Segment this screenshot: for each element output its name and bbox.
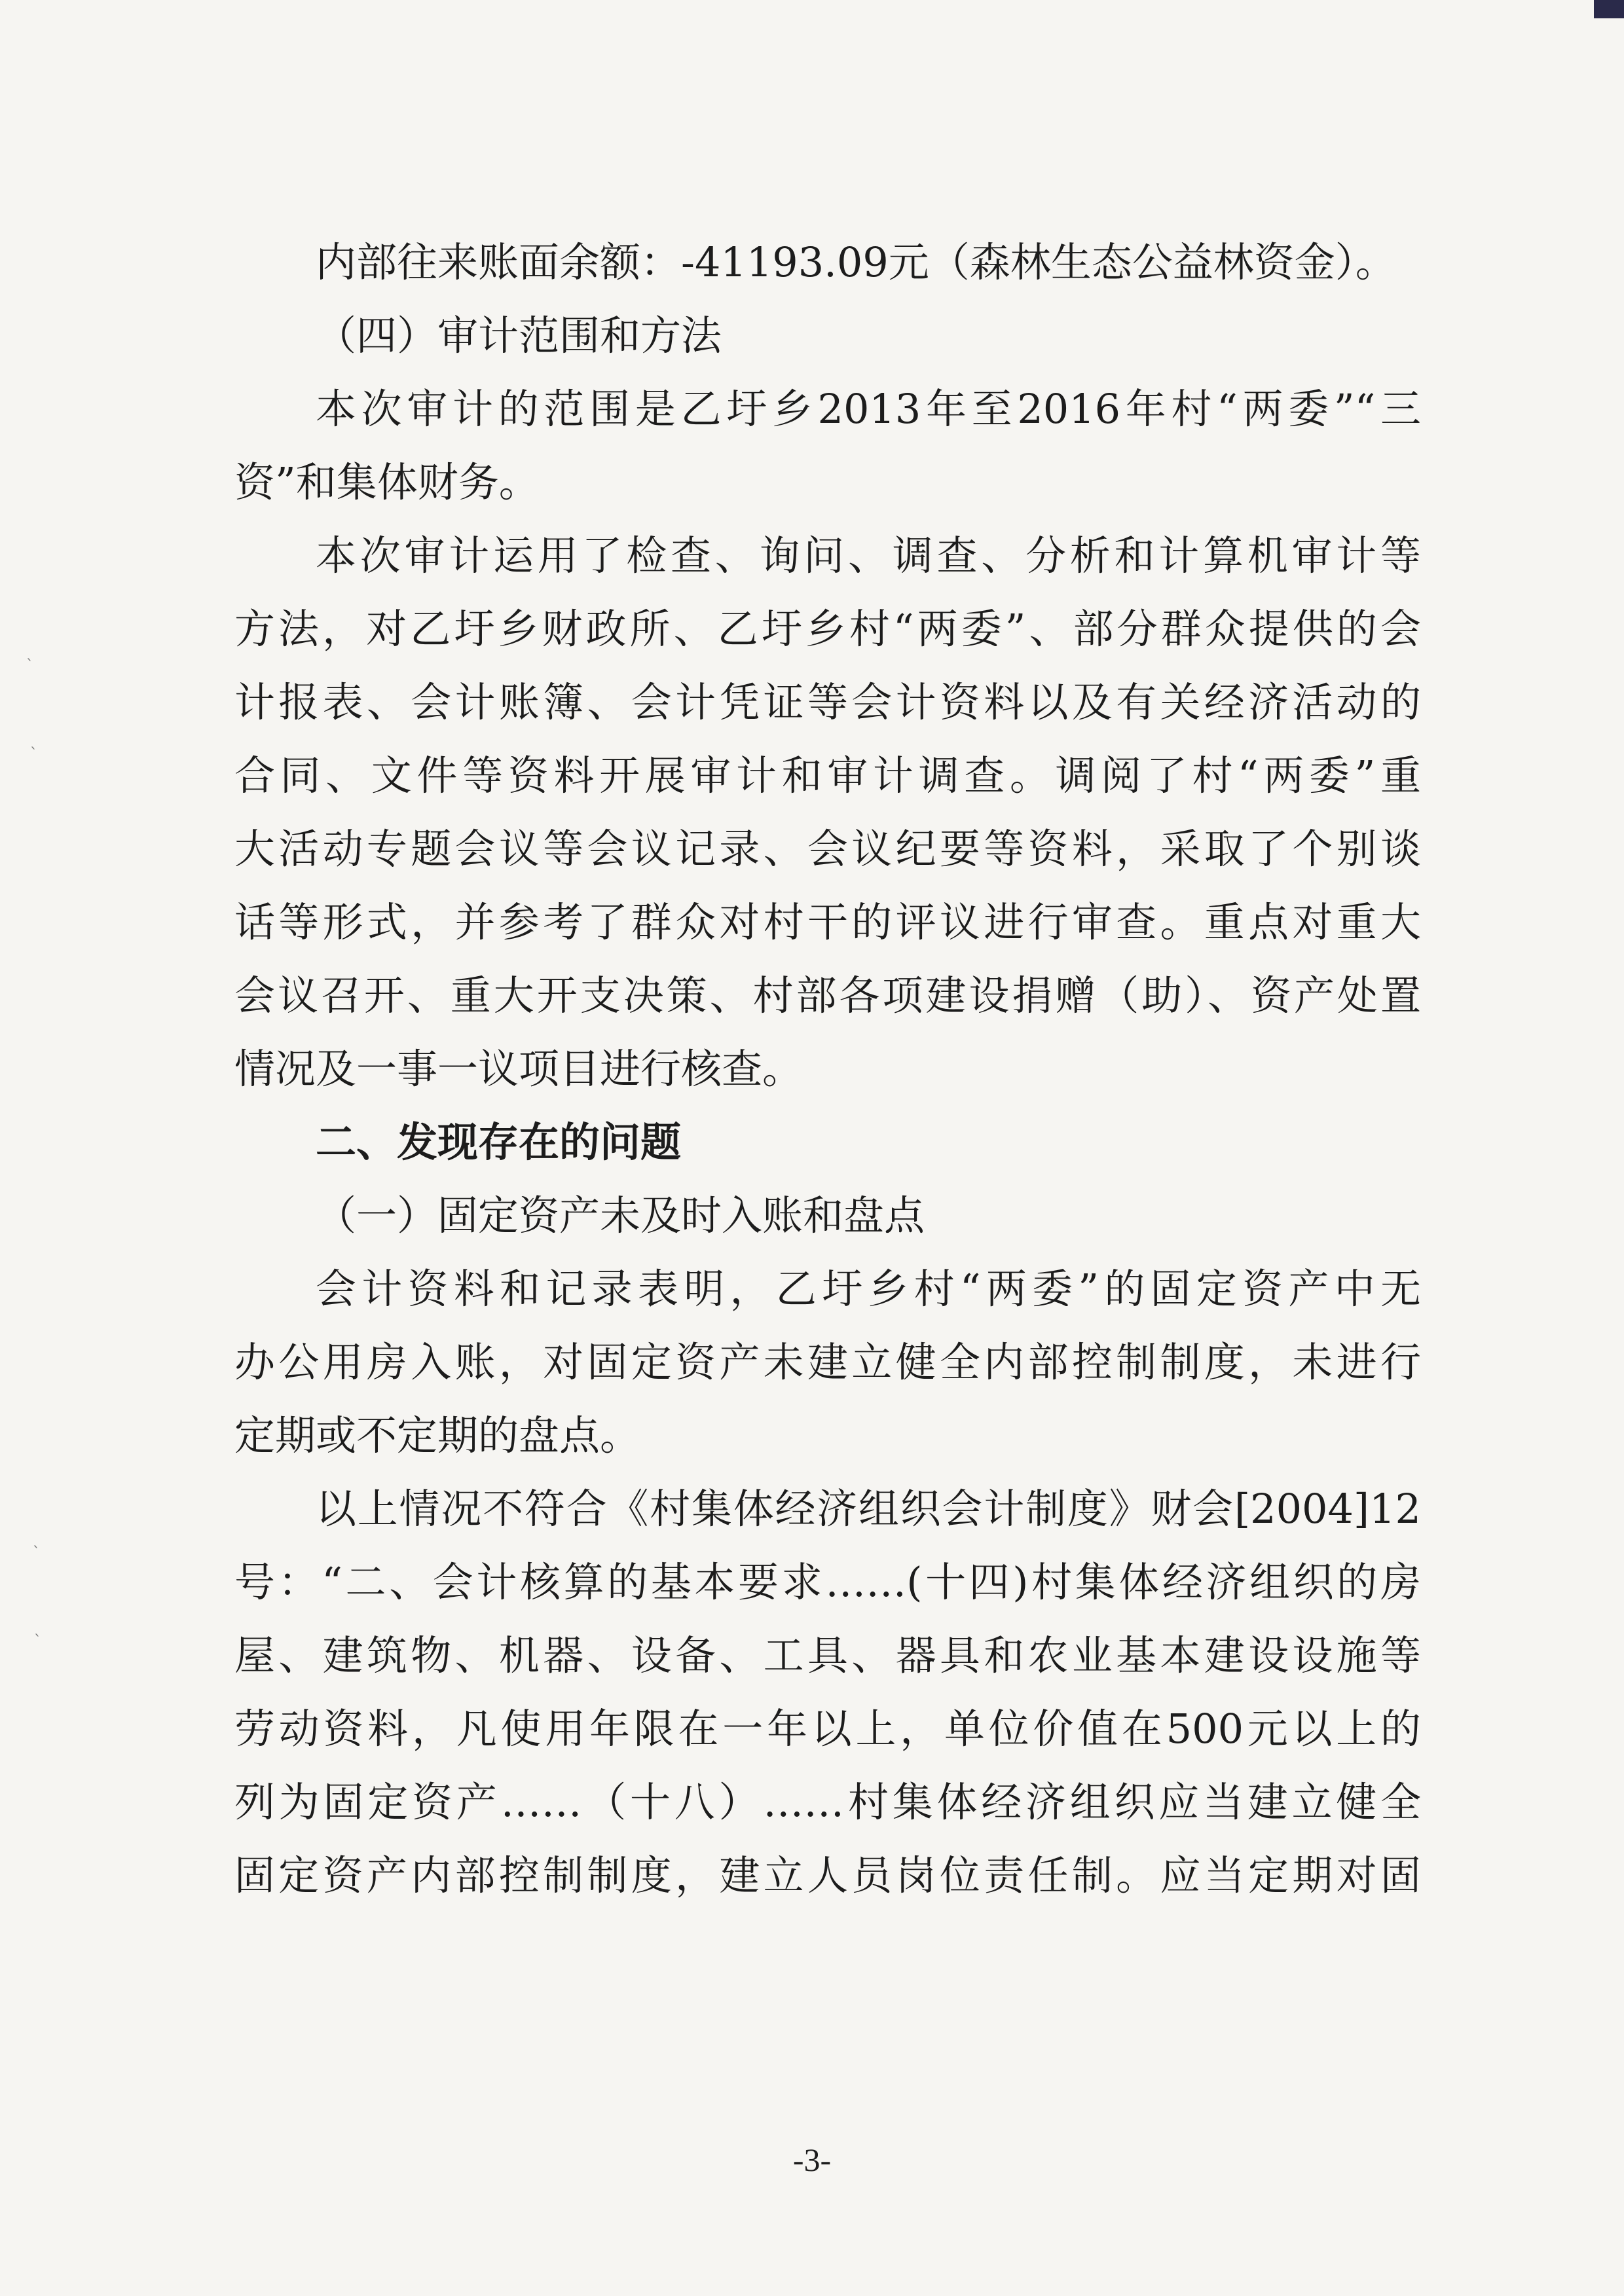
paragraph-line: 固定资产内部控制制度，建立人员岗位责任制。应当定期对固 — [234, 1851, 1421, 1899]
scan-speck: ˎ — [30, 733, 37, 750]
section-heading: （四）审计范围和方法 — [316, 312, 722, 359]
paragraph-line: 定期或不定期的盘点。 — [234, 1412, 641, 1459]
document-body — [234, 226, 1421, 1912]
paragraph-line: 以上情况不符合《村集体经济组织会计制度》财会[2004]12 — [316, 1485, 1421, 1533]
paragraph-line: 内部往来账面余额：-41193.09元（森林生态公益林资金）。 — [316, 238, 1396, 286]
paragraph-line: 方法，对乙圩乡财政所、乙圩乡村“两委”、部分群众提供的会 — [234, 605, 1421, 653]
paragraph-line: 计报表、会计账簿、会计凭证等会计资料以及有关经济活动的 — [234, 678, 1421, 726]
paragraph-line: 本次审计的范围是乙圩乡2013年至2016年村“两委”“三 — [316, 385, 1421, 433]
paragraph-line: 会计资料和记录表明，乙圩乡村“两委”的固定资产中无 — [316, 1265, 1421, 1313]
scan-speck: ˎ — [26, 645, 33, 661]
paragraph-line: 会议召开、重大开支决策、村部各项建设捐赠（助）、资产处置 — [234, 972, 1421, 1019]
paragraph-line: 本次审计运用了检查、询问、调查、分析和计算机审计等 — [316, 532, 1421, 579]
paragraph-line: 号：“二、会计核算的基本要求……(十四)村集体经济组织的房 — [234, 1558, 1421, 1606]
paragraph-line: 屋、建筑物、机器、设备、工具、器具和农业基本建设设施等 — [234, 1631, 1421, 1679]
paragraph-line: 列为固定资产……（十八）……村集体经济组织应当建立健全 — [234, 1778, 1421, 1826]
paragraph-line: 合同、文件等资料开展审计和审计调查。调阅了村“两委”重 — [234, 752, 1421, 799]
page-number: -3- — [792, 2141, 832, 2178]
paragraph-line: 情况及一事一议项目进行核查。 — [234, 1045, 803, 1093]
section-heading: （一）固定资产未及时入账和盘点 — [316, 1192, 925, 1239]
chapter-heading: 二、发现存在的问题 — [316, 1118, 682, 1166]
scan-speck: ˎ — [33, 1532, 40, 1548]
paragraph-line: 办公用房入账，对固定资产未建立健全内部控制制度，未进行 — [234, 1338, 1421, 1386]
scan-speck: ˎ — [34, 1620, 41, 1637]
paragraph-line: 话等形式，并参考了群众对村干的评议进行审查。重点对重大 — [234, 898, 1421, 946]
scan-edge-strip — [1594, 0, 1624, 18]
paragraph-line: 大活动专题会议等会议记录、会议纪要等资料，采取了个别谈 — [234, 825, 1421, 873]
paragraph-line: 劳动资料，凡使用年限在一年以上，单位价值在500元以上的 — [234, 1705, 1421, 1753]
paragraph-line: 资”和集体财务。 — [234, 458, 540, 506]
